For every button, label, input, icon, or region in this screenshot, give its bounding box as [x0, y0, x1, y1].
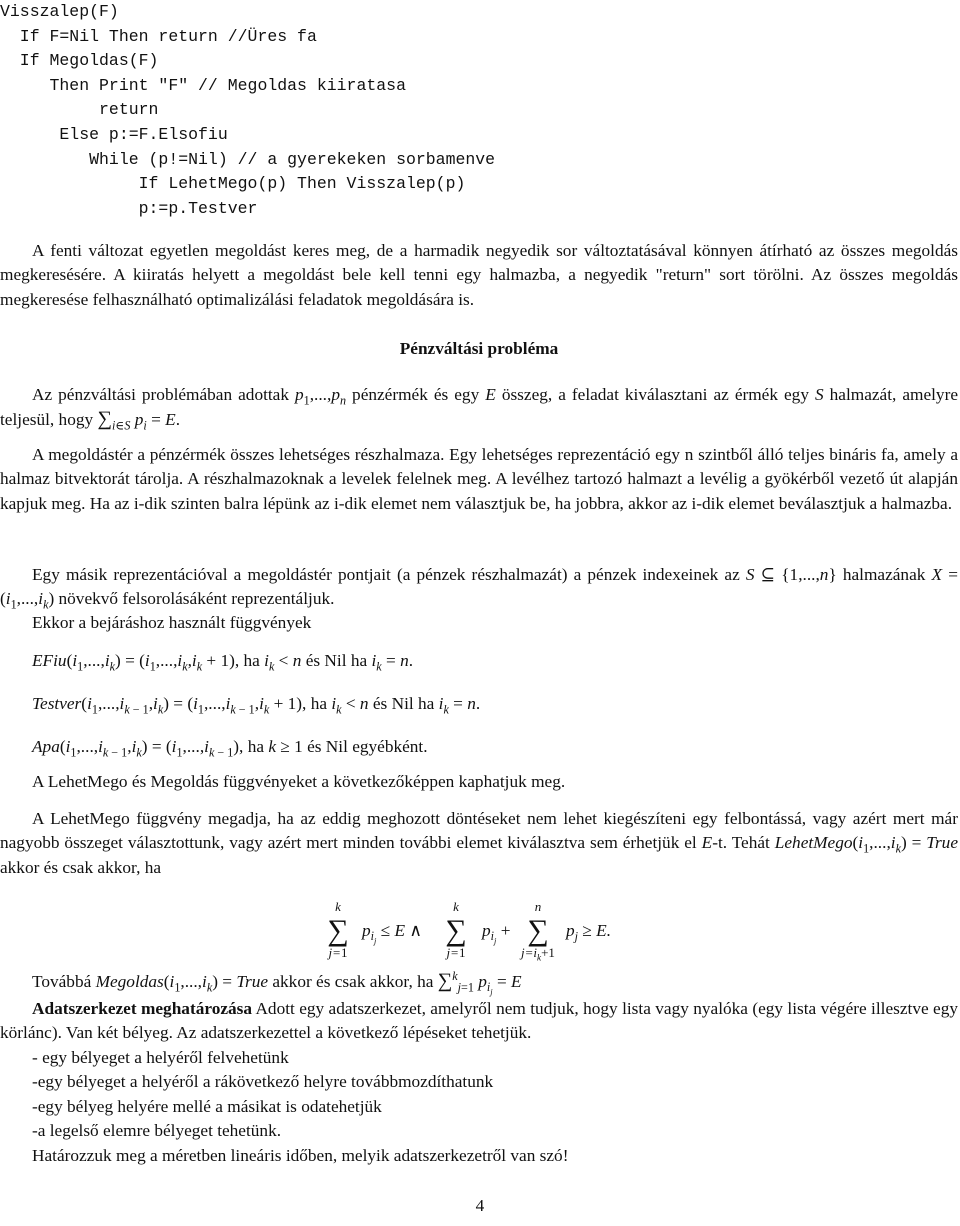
final-question: Határozzuk meg a méretben lineáris időben, melyik adatszerkezetről van szó!: [32, 1145, 569, 1165]
code-line: Then Print "F" // Megoldas kiiratasa: [0, 75, 406, 95]
list-item: -a legelső elemre bélyeget tehetünk.: [32, 1121, 282, 1141]
megoldas-condition: Továbbá $Megoldas(i_1,...,i_k)$ = True akkor és csak akkor, ha ∑$^k_{j=1}$ $p_{i_j} = E$: [32, 969, 522, 997]
testver-formula: $Testver(i_1,...,i_{k - 1},i_k) = (i_1,...,i_{k - 1},i_k + 1)$, ha $i_k < n$ és Nil ha $i_k = n$.: [32, 694, 481, 717]
list-item: - egy bélyeget a helyéről felvehetünk: [32, 1048, 289, 1067]
pseudocode-block: [0, 0, 495, 221]
code-line: If Megoldas(F): [0, 51, 159, 71]
section-heading: Pénzváltási probléma: [399, 339, 559, 358]
apa-formula: $Apa(i_1,...,i_{k - 1},i_k) = (i_1,...,i_{k - 1})$, ha k ≥ 1 és Nil egyébként.: [32, 737, 428, 760]
functions-intro: Ekkor a bejáráshoz használt függvények: [32, 613, 312, 632]
list-item: -egy bélyeget a helyéről a rákövetkező helyre továbbmozdíthatunk: [32, 1072, 494, 1092]
code-line: If LehetMego(p) Then Visszalep(p): [0, 174, 466, 194]
page-number: 4: [475, 1196, 485, 1215]
efiu-formula: $EFiu(i_1,...,i_k) = (i_1,...,i_k,i_k + 1)$, ha $i_k < n$ és Nil ha $i_k = n$.: [32, 651, 414, 674]
variant-paragraph: A fenti változat egyetlen megoldást keres meg, de a harmadik negyedik sor változtatásával könnyen átírható az összes megoldás megkeresésére. A kiiratás helyett a megoldást bele kell tenni egy halmazba, a negyedik "return" sort törölni. Az összes megoldás megkeresése felhasználható optimalizálási feladatok megoldására is.: [0, 241, 958, 309]
code-line: p:=p.Testver: [0, 198, 258, 218]
derive-sentence: A LehetMego és Megoldás függvényeket a következőképpen kaphatjuk meg.: [32, 772, 566, 791]
steps-list: [0, 1046, 958, 1168]
code-line: Visszalep(F): [0, 2, 119, 21]
code-line: If F=Nil Then return //Üres fa: [0, 26, 317, 46]
lehetmego-paragraph: A LehetMego függvény megadja, ha az eddig meghozott döntéseket nem lehet kiegészíteni egy felbontássá, vagy azért mert már nagyobb összeget választottunk, vagy azért mert minden további elemet kiválasztva sem érhetjük el E-t. Tehát $LehetMego(i_1,...,i_k)$ = True akkor és csak akkor, ha: [0, 809, 958, 877]
tree-paragraph: A megoldástér a pénzérmék összes lehetséges részhalmaza. Egy lehetséges reprezentáció egy n szintből álló teljes bináris fa, amely a halmaz bitvektorát tárolja. A részhalmazoknak a levelek felelnek meg. A levélhez tartozó halmazt a levélig a gyökérből vezető út alapján kapjuk meg. Ha az i-dik szinten balra lépünk az i-dik elemet nem választjuk be, ha jobbra, akkor az i-dik elemet beválasztjuk a halmazba.: [0, 445, 958, 513]
code-line: Else p:=F.Elsofiu: [0, 124, 228, 144]
adatszerkezet-paragraph: Adatszerkezet meghatározása Adott egy adatszerkezet, amelyről nem tudjuk, hogy lista vagy nyalóka (egy lista végére illesztve egy körlánc). Van két bélyeg. Az adatszerkezettel a következő lépéseket tehetjük.: [0, 999, 958, 1043]
code-line: While (p!=Nil) // a gyerekeken sorbamenve: [0, 149, 496, 169]
list-item: -egy bélyeg helyére mellé a másikat is odatehetjük: [32, 1096, 382, 1116]
adatszerkezet-heading: Adatszerkezet meghatározása: [32, 999, 253, 1018]
problem-paragraph: Az pénzváltási problémában adottak $p_1,...,p_n$ pénzérmék és egy E összeg, a feladat kiválasztani az érmék egy S halmazát, amelyre teljesül, hogy $\sum_{i\in S}$ $p_i = E$.: [0, 385, 958, 433]
lehetmego-condition-formula: k ∑ j=1 $p_{i_j} \le E$ ∧ k ∑ j=1 $p_{i_j}$ + n ∑ $j=i_k+1$ $p_j \ge E$.: [327, 899, 612, 963]
other-representation-paragraph: Egy másik reprezentációval a megoldástér pontjait (a pénzek részhalmazát) a pénzek indexeinek az S ⊆ {1,...,n} halmazának $X = (i_1,...,i_k)$ növekvő felsorolásáként reprezentáljuk.: [0, 565, 958, 612]
code-line: return: [0, 100, 159, 120]
